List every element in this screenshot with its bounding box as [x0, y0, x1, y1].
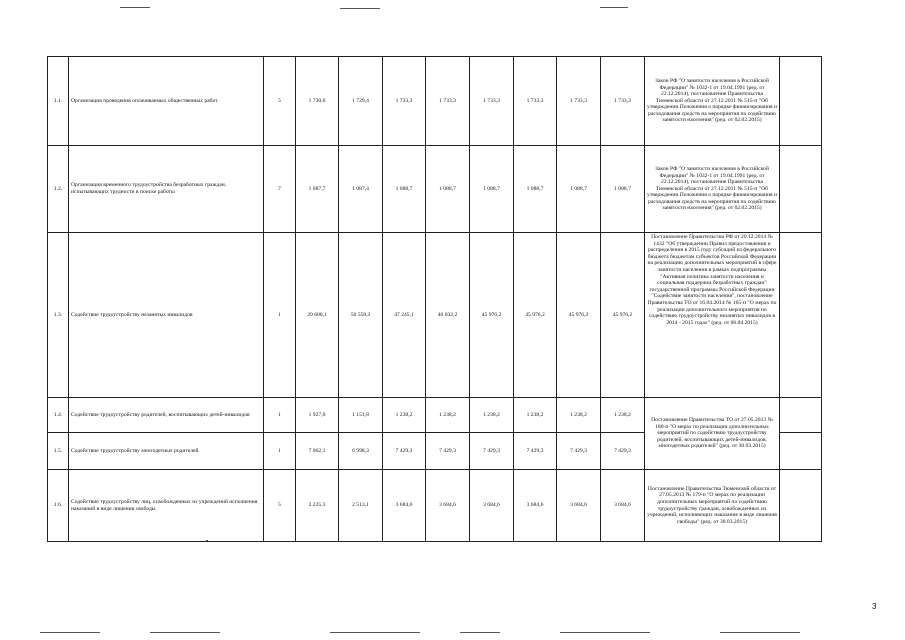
- value-cell: 45 976,2: [557, 233, 601, 398]
- value-cell: 6 998,3: [339, 433, 383, 470]
- value-cell: 7 429,3: [557, 433, 601, 470]
- row-number: 1.2.: [48, 146, 69, 233]
- value-cell: 1 238,2: [426, 398, 470, 433]
- activity-name: Организация проведения оплачиваемых общественных работ: [69, 57, 264, 146]
- activity-name: Содействие трудоустройству многодетных родителей: [69, 433, 264, 470]
- value-cell: 1 088,7: [557, 146, 601, 233]
- value-cell: 1 733,3: [557, 57, 601, 146]
- row-number: 1.1.: [48, 57, 69, 146]
- value-cell: 1 733,3: [470, 57, 514, 146]
- unit-code: 5: [264, 57, 296, 146]
- value-cell: 1 730,0: [296, 57, 339, 146]
- value-cell: 3 684,6: [426, 470, 470, 542]
- legal-basis: [645, 233, 780, 398]
- scan-edge-mark-bottom: [720, 632, 800, 633]
- legal-basis: Постановление Правительства Тюменской области от 27.05.2013 № 179-п "О мерах по реализации дополнительных мероприятий по содействию трудоустройству граждан, освобожденных из учреждений, исполняющих наказание в виде лишения свободы" (ред. от 30.03.2015): [645, 470, 780, 542]
- value-cell: 3 684,6: [470, 470, 514, 542]
- activity-name: Содействие трудоустройству родителей, воспитывающих детей-инвалидов: [69, 398, 264, 433]
- value-cell: 29 600,1: [296, 233, 339, 398]
- value-cell: 1 238,2: [601, 398, 645, 433]
- scan-edge-mark-bottom: [330, 632, 420, 633]
- value-cell: 1 238,2: [557, 398, 601, 433]
- value-cell: 7 062,1: [296, 433, 339, 470]
- table-row: [48, 398, 822, 433]
- value-cell: 1 088,7: [426, 146, 470, 233]
- scan-edge-mark-top: [120, 7, 150, 8]
- table-row: [48, 470, 822, 542]
- empty-cell: [780, 57, 822, 146]
- unit-code: 1: [264, 233, 296, 398]
- value-cell: 2 225,3: [296, 470, 339, 542]
- page-number: 3: [872, 602, 877, 611]
- unit-code: 1: [264, 398, 296, 433]
- unit-code: 1: [264, 433, 296, 470]
- value-cell: 1 088,7: [514, 146, 557, 233]
- activity-name: Содействие трудоустройству незанятых инвалидов: [69, 233, 264, 398]
- value-cell: 1 927,0: [296, 398, 339, 433]
- value-cell: 1 151,8: [339, 398, 383, 433]
- activity-name: Организация временного трудоустройства безработных граждан, испытывающих трудности в поиске работы: [69, 146, 264, 233]
- row-number: 1.4.: [48, 398, 69, 433]
- value-cell: 47 245,1: [383, 233, 426, 398]
- row-number: 1.3.: [48, 233, 69, 398]
- value-cell: 3 684,6: [383, 470, 426, 542]
- table-row: [48, 57, 822, 146]
- value-cell: 3 684,6: [601, 470, 645, 542]
- value-cell: 1 087,7: [296, 146, 339, 233]
- value-cell: 1 733,3: [601, 57, 645, 146]
- row-number: 1.6.: [48, 470, 69, 542]
- table-row: [48, 233, 822, 398]
- value-cell: 1 729,4: [339, 57, 383, 146]
- value-cell: 1 238,2: [470, 398, 514, 433]
- value-cell: 1 088,7: [470, 146, 514, 233]
- value-cell: 7 429,3: [470, 433, 514, 470]
- scan-edge-mark-bottom: [460, 632, 500, 633]
- value-cell: 1 733,3: [383, 57, 426, 146]
- empty-cell: [780, 470, 822, 542]
- empty-cell: [780, 146, 822, 233]
- scan-edge-mark-bottom: [150, 632, 220, 633]
- scan-edge-mark-top: [340, 8, 380, 9]
- value-cell: 50 558,3: [339, 233, 383, 398]
- legal-basis: Закон РФ "О занятости населения в Российской Федерации" № 1032-1 от 19.04.1991 (ред. от 22.12.2014), постановление Правительства Тюменской области от 27.12.2011 № 515-п "Об утверждении Положения о порядке финансирования и расходования средств на мероприятия по содействию занятости населения" (ред. от 02.02.2015): [645, 57, 780, 146]
- value-cell: 45 976,2: [470, 233, 514, 398]
- scan-edge-mark-bottom: [560, 632, 650, 633]
- value-cell: 1 238,2: [514, 398, 557, 433]
- value-cell: 3 684,6: [557, 470, 601, 542]
- value-cell: 7 429,3: [601, 433, 645, 470]
- scan-speck: [206, 540, 208, 541]
- empty-cell: [780, 433, 822, 470]
- value-cell: 7 429,3: [383, 433, 426, 470]
- value-cell: 46 032,2: [426, 233, 470, 398]
- scan-edge-mark-bottom: [40, 632, 100, 633]
- program-table: [47, 56, 822, 542]
- value-cell: 7 429,3: [426, 433, 470, 470]
- activity-name: Содействие трудоустройству лиц, освобожденных из учреждений исполнения наказаний в виде лишения свободы: [69, 470, 264, 542]
- unit-code: 5: [264, 470, 296, 542]
- value-cell: 1 088,7: [383, 146, 426, 233]
- row-number: 1.5.: [48, 433, 69, 470]
- value-cell: 1 733,3: [426, 57, 470, 146]
- scan-edge-mark-top: [600, 7, 628, 8]
- value-cell: 1 238,2: [383, 398, 426, 433]
- value-cell: 1 088,7: [601, 146, 645, 233]
- legal-basis: Закон РФ "О занятости населения в Российской Федерации" № 1032-1 от 19.04.1991 (ред. от 22.12.2014), постановление Правительства Тюменской области от 27.12.2011 № 515-п "Об утверждении Положения о порядке финансирования и расходования средств на мероприятия по содействию занятости населения" (ред. от 02.02.2015): [645, 146, 780, 233]
- legal-basis-text: Постановление Правительства РФ от 20.12.2014 № 1432 "Об утверждении Правил предоставления и распределения в 2015 году субсидий из федерального бюджета бюджетам субъектов Российской Федерации на реализацию дополнительных мероприятий в сфере занятости населения в рамках подпрограммы "Активная политика занятости населения и социальная поддержка безработных граждан" государственной программы Российской Федерации "Содействие занятости населения", постановление Правительства ТО от 16.04.2014 № 165-п "О мерах по реализации дополнительного мероприятия по содействию трудоустройству незанятых инвалидов в 2014 - 2015 годах" (ред. от 06.04.2015): [647, 234, 777, 326]
- value-cell: 45 976,2: [601, 233, 645, 398]
- legal-basis: Постановление Правительства ТО от 27.05.2013 № 180-п "О мерах по реализации дополнительных мероприятий по содействию трудоустройству родителей, воспитывающих детей-инвалидов, многодетных родителей" (ред. от 30.03.2015): [645, 398, 780, 470]
- empty-cell: [780, 398, 822, 433]
- value-cell: 2 513,1: [339, 470, 383, 542]
- value-cell: 1 733,3: [514, 57, 557, 146]
- value-cell: 1 087,4: [339, 146, 383, 233]
- empty-cell: [780, 233, 822, 398]
- value-cell: 45 976,2: [514, 233, 557, 398]
- value-cell: 3 684,6: [514, 470, 557, 542]
- table-row: [48, 146, 822, 233]
- unit-code: 7: [264, 146, 296, 233]
- value-cell: 7 429,3: [514, 433, 557, 470]
